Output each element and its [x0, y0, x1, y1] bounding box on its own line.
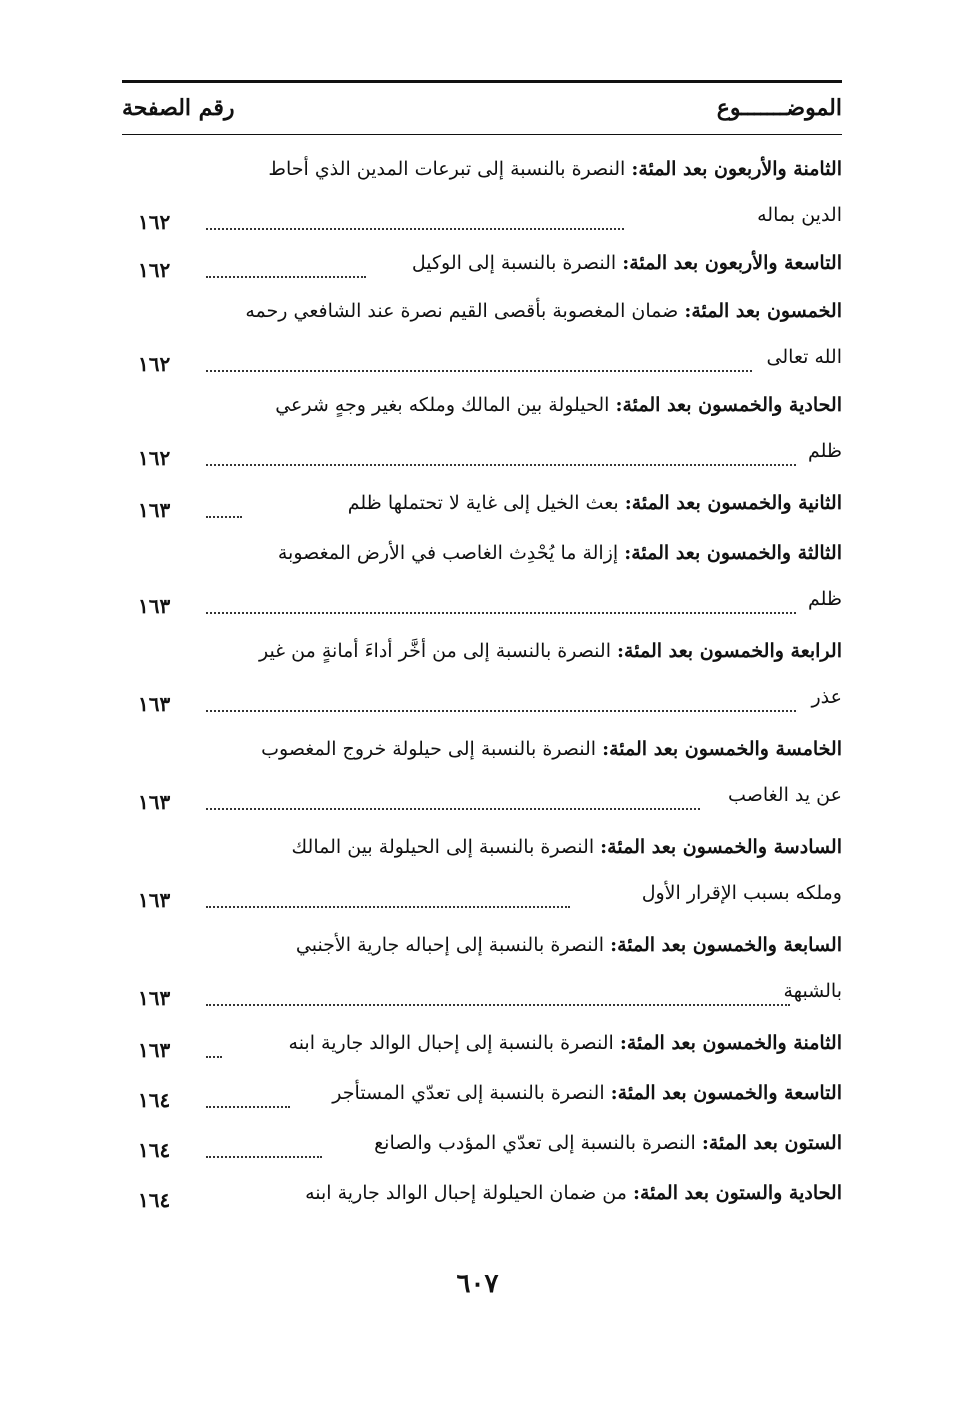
- entry-text: [305, 1176, 842, 1210]
- index-entry: [122, 480, 842, 526]
- entry-text: [275, 388, 842, 422]
- entry-line: [122, 772, 842, 818]
- index-entry: [122, 922, 842, 1014]
- entry-text: [245, 294, 842, 328]
- entry-label: الرابعة والخمسون بعد المئة:: [617, 640, 842, 662]
- index-entry: [122, 628, 842, 720]
- entry-continuation: وملكه بسبب الإقرار الأول: [641, 882, 842, 904]
- index-entry: [122, 382, 842, 474]
- entry-page-number: ١٦٢: [138, 210, 171, 234]
- entry-description: النصرة بالنسبة إلى إحباله جارية الأجنبي: [295, 934, 605, 956]
- entry-description: ضمان المغصوبة بأقصى القيم نصرة عند الشافعي رحمه: [245, 300, 679, 322]
- dot-leader: [206, 228, 624, 230]
- index-entry: [122, 288, 842, 380]
- entry-description: النصرة بالنسبة إلى الوكيل: [411, 252, 617, 274]
- entry-line: [122, 146, 842, 192]
- dot-leader: [206, 1004, 790, 1006]
- index-entry: [122, 1020, 842, 1066]
- entry-continuation: ظلم: [807, 588, 842, 610]
- entry-line: [122, 334, 842, 380]
- entry-line: [122, 382, 842, 428]
- dot-leader: [206, 516, 242, 518]
- index-entry: [122, 240, 842, 286]
- entry-continuation: ظلم: [807, 440, 842, 462]
- entry-line: [122, 1170, 842, 1216]
- entry-line: [122, 870, 842, 916]
- dot-leader: [206, 1106, 290, 1108]
- entry-text: [261, 732, 842, 766]
- entry-line: [122, 1020, 842, 1066]
- entry-line: [122, 726, 842, 772]
- entry-label: التاسعة والأربعون بعد المئة:: [622, 252, 842, 274]
- index-entry: [122, 824, 842, 916]
- topic-column-heading: الموضـــــــوع: [716, 95, 842, 121]
- entry-label: الستون بعد المئة:: [701, 1132, 842, 1154]
- entry-text: [268, 152, 842, 186]
- entry-label: الحادية والستون بعد المئة:: [632, 1182, 842, 1204]
- entry-page-number: ١٦٣: [138, 692, 171, 716]
- entry-line: [122, 576, 842, 622]
- entry-label: الثالثة والخمسون بعد المئة:: [624, 542, 842, 564]
- index-entry: [122, 530, 842, 622]
- entry-text: [332, 1076, 842, 1110]
- header-rule: [122, 134, 842, 135]
- entry-line: [122, 824, 842, 870]
- dot-leader: [206, 1156, 322, 1158]
- entry-line: [122, 428, 842, 474]
- entry-page-number: ١٦٤: [138, 1188, 171, 1212]
- index-entry: [122, 1170, 842, 1216]
- entry-description: النصرة بالنسبة إلى حيلولة خروج المغصوب: [261, 738, 597, 760]
- entry-label: السابعة والخمسون بعد المئة:: [610, 934, 842, 956]
- entry-page-number: ١٦٢: [138, 258, 171, 282]
- entry-description: إزالة ما يُحْدِث الغاصب في الأرض المغصوبة: [277, 542, 619, 564]
- entry-line: [122, 1120, 842, 1166]
- entry-line: [122, 530, 842, 576]
- entry-page-number: ١٦٣: [138, 498, 171, 522]
- dot-leader: [206, 612, 796, 614]
- page-number: ٦٠٧: [456, 1269, 499, 1299]
- dot-leader: [206, 276, 366, 278]
- dot-leader: [206, 464, 796, 466]
- index-entry: [122, 146, 842, 238]
- entry-continuation: بالشبهة: [783, 980, 842, 1002]
- entry-line: [122, 1070, 842, 1116]
- entry-line: [122, 192, 842, 238]
- dot-leader: [206, 906, 570, 908]
- page-column-heading: رقم الصفحة: [122, 95, 235, 121]
- entry-description: النصرة بالنسبة إلى تعدّي المؤدب والصانع: [374, 1132, 696, 1154]
- entry-line: [122, 480, 842, 526]
- top-rule: [122, 80, 842, 83]
- index-entry: [122, 1070, 842, 1116]
- entry-label: الثانية والخمسون بعد المئة:: [624, 492, 842, 514]
- dot-leader: [206, 710, 796, 712]
- entry-label: الخمسون بعد المئة:: [684, 300, 842, 322]
- dot-leader: [206, 370, 752, 372]
- entry-page-number: ١٦٤: [138, 1088, 171, 1112]
- entry-label: الخامسة والخمسون بعد المئة:: [602, 738, 842, 760]
- entry-text: [348, 486, 842, 520]
- entry-page-number: ١٦٣: [138, 594, 171, 618]
- entry-line: [122, 288, 842, 334]
- entry-description: النصرة بالنسبة إلى الحيلولة بين المالك: [291, 836, 595, 858]
- entry-text: [259, 634, 842, 668]
- entry-line: [122, 674, 842, 720]
- entry-description: الحيلولة بين المالك وملكه بغير وجهٍ شرعي: [275, 394, 610, 416]
- entry-description: من ضمان الحيلولة إحبال الوالد جارية ابنه: [305, 1182, 627, 1204]
- entry-line: [122, 628, 842, 674]
- entry-page-number: ١٦٣: [138, 888, 171, 912]
- index-entry: [122, 726, 842, 818]
- entry-line: [122, 968, 842, 1014]
- entry-continuation: الله تعالى: [766, 346, 842, 368]
- entry-label: الثامنة والخمسون بعد المئة:: [619, 1032, 842, 1054]
- entry-page-number: ١٦٣: [138, 1038, 171, 1062]
- dot-leader: [206, 1056, 222, 1058]
- entry-description: بعث الخيل إلى غاية لا تحتملها ظلم: [347, 492, 619, 514]
- entry-text: [278, 536, 842, 570]
- entry-description: النصرة بالنسبة إلى من أخَّر أداءَ أمانةٍ من غير: [258, 640, 611, 662]
- entry-line: [122, 240, 842, 286]
- entry-text: [292, 830, 842, 864]
- entry-text: [289, 1026, 842, 1060]
- entry-description: النصرة بالنسبة إلى تبرعات المدين الذي أحاط: [268, 158, 626, 180]
- entry-description: النصرة بالنسبة إلى إحبال الوالد جارية ابنه: [288, 1032, 614, 1054]
- entry-page-number: ١٦٤: [138, 1138, 171, 1162]
- dot-leader: [206, 808, 700, 810]
- entry-label: الثامنة والأربعون بعد المئة:: [631, 158, 842, 180]
- entry-label: الحادية والخمسون بعد المئة:: [615, 394, 842, 416]
- entry-line: [122, 922, 842, 968]
- entry-page-number: ١٦٢: [138, 446, 171, 470]
- entry-text: [412, 246, 842, 280]
- entry-continuation: عذر: [811, 686, 842, 708]
- table-header: [122, 92, 842, 132]
- entry-description: النصرة بالنسبة إلى تعدّي المستأجر: [332, 1082, 605, 1104]
- entry-label: السادسة والخمسون بعد المئة:: [600, 836, 842, 858]
- index-entry: [122, 1120, 842, 1166]
- entry-text: [374, 1126, 842, 1160]
- entry-page-number: ١٦٣: [138, 790, 171, 814]
- entry-page-number: ١٦٢: [138, 352, 171, 376]
- entry-continuation: الدين بماله: [757, 204, 842, 226]
- entry-page-number: ١٦٣: [138, 986, 171, 1010]
- entry-continuation: عن يد الغاصب: [728, 784, 842, 806]
- entry-text: [296, 928, 842, 962]
- entry-label: التاسعة والخمسون بعد المئة:: [610, 1082, 842, 1104]
